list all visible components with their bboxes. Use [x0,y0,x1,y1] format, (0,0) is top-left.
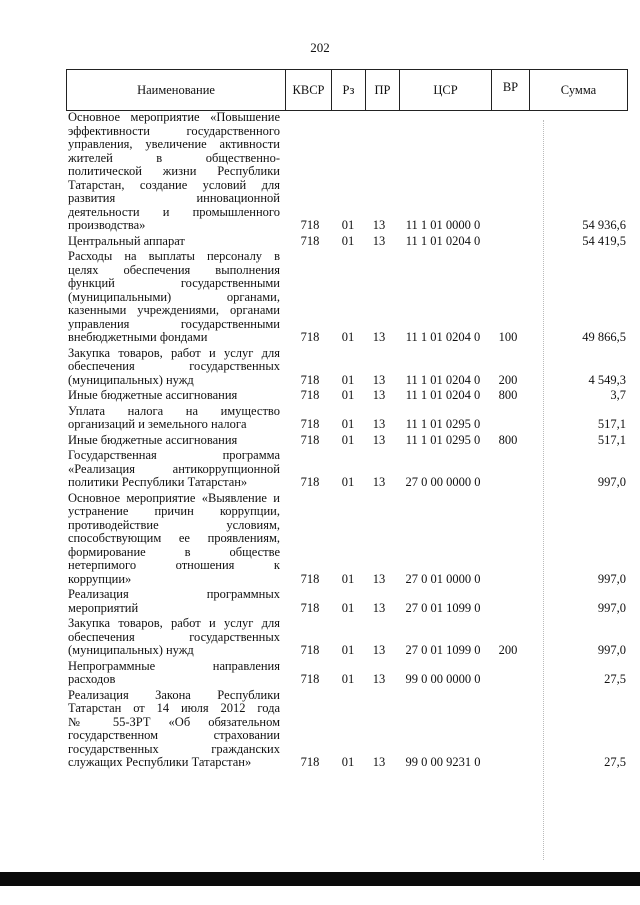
cell-kvsr: 718 [300,432,320,447]
row-name-line: расходов [68,672,116,686]
row-name-line: внебюджетными фондами [68,330,208,344]
row-name-line: функций государственными [68,276,280,290]
cell-sum: 997,0 [597,643,626,657]
cell-pr: 13 [372,233,386,248]
row-name-line: № 55-ЗРТ «Об обязательном [68,714,280,729]
row-name-line: Центральный аппарат [68,233,185,248]
cell-pr: 13 [372,417,386,431]
cell-sum: 517,1 [597,417,626,431]
row-name-line: коррупции» [68,571,132,586]
row-name-line: обеспечения государственных [68,629,280,644]
cell-sum: 4 549,3 [588,372,626,387]
row-name-line: «Реализация антикоррупционной [68,461,280,476]
row-name [68,405,280,432]
cell-rz: 01 [341,372,355,387]
cell-sum: 49 866,5 [582,330,626,344]
cell-vr: 200 [498,372,518,387]
row-name [68,347,280,388]
page-number: 202 [310,40,330,55]
row-name [68,449,280,490]
row-name-line: государственном страховании [68,728,280,742]
row-name-line: мероприятий [68,600,139,615]
row-name-line: Государственная программа [68,448,280,462]
row-name-line: управления, увеличение активности [68,137,280,151]
cell-kvsr: 718 [300,475,320,489]
row-name-line: служащих Республики Татарстан» [68,755,252,769]
row-name-line: способствующим ее проявлениям, [68,531,280,545]
cell-csr: 11 1 01 0204 0 [405,372,481,387]
cell-sum: 997,0 [597,571,626,586]
row-name-line: эффективности государственного [68,123,280,138]
header-name: Наименование [137,83,215,97]
cell-rz: 01 [341,571,355,586]
row-name [68,660,280,687]
cell-rz: 01 [341,233,355,248]
row-name-line: Расходы на выплаты персоналу в [68,249,280,263]
row-name-line: Закупка товаров, работ и услуг для [68,345,280,360]
cell-kvsr: 718 [300,417,320,431]
header-kvsr: КВСР [285,70,331,110]
cell-sum: 997,0 [597,600,626,615]
cell-kvsr: 718 [300,330,320,344]
row-name-line: (муниципальными) органами, [68,289,280,304]
row-name-line: Татарстан, создание условий для [68,177,280,192]
cell-pr: 13 [372,388,386,402]
cell-kvsr: 718 [300,755,320,769]
cell-vr: 800 [498,432,518,447]
row-name-line: управления государственными [68,316,280,331]
cell-sum: 997,0 [597,475,626,489]
cell-pr: 13 [372,600,386,615]
cell-csr: 27 0 01 1099 0 [405,600,481,615]
cell-kvsr: 718 [300,372,320,387]
cell-csr: 11 1 01 0295 0 [405,417,481,431]
cell-sum: 3,7 [610,388,626,402]
row-name-line: казенными учреждениями, органами [68,303,280,317]
row-name-line: (муниципальных) нужд [68,372,194,387]
row-name-line: политики Республики Татарстан» [68,475,248,489]
cell-kvsr: 718 [300,600,320,615]
row-name-line: организаций и земельного налога [68,417,247,431]
header-csr: ЦСР [399,70,491,110]
cell-csr: 27 0 01 1099 0 [405,643,481,657]
row-name [68,617,280,658]
cell-kvsr: 718 [300,643,320,657]
cell-kvsr: 718 [300,388,320,402]
row-name-line: Реализация Закона Республики [68,687,280,702]
row-name [68,111,280,233]
cell-rz: 01 [341,475,355,489]
row-name-line: нетерпимого отношения к [68,558,280,572]
cell-csr: 11 1 01 0204 0 [405,330,481,344]
row-name [68,689,280,770]
cell-rz: 01 [341,672,355,686]
cell-sum: 27,5 [604,755,626,769]
row-name-line: Татарстан от 14 июля 2012 года [68,701,280,715]
row-name-line: формирование в обществе [68,544,280,559]
cell-vr: 100 [498,330,518,344]
cell-rz: 01 [341,330,355,344]
cell-kvsr: 718 [300,218,320,232]
cell-csr: 27 0 00 0000 0 [405,475,481,489]
header-vr: ВР [491,70,529,110]
cell-pr: 13 [372,571,386,586]
cell-sum: 27,5 [604,672,626,686]
cell-sum: 54 419,5 [582,233,626,248]
cell-sum: 517,1 [597,432,626,447]
row-name-line: обеспечения государственных [68,359,280,373]
cell-vr: 200 [498,643,518,657]
cell-rz: 01 [341,755,355,769]
header-rz: Рз [331,70,365,110]
cell-csr: 99 0 00 9231 0 [405,755,481,769]
row-name-line: противодействие условиям, [68,517,280,532]
cell-csr: 11 1 01 0204 0 [405,233,481,248]
row-name-line: устранение причин коррупции, [68,504,280,518]
cell-rz: 01 [341,432,355,447]
cell-pr: 13 [372,432,386,447]
row-name-line: политической жизни Республики [68,164,280,178]
cell-pr: 13 [372,475,386,489]
cell-csr: 11 1 01 0295 0 [405,432,481,447]
header-pr: ПР [365,70,399,110]
row-name [68,389,280,403]
row-name-line: Иные бюджетные ассигнования [68,432,238,447]
row-name [68,434,280,448]
cell-pr: 13 [372,755,386,769]
row-name [68,492,280,587]
scan-bottom-edge [0,872,640,886]
cell-kvsr: 718 [300,233,320,248]
row-name-line: целях обеспечения выполнения [68,262,280,277]
cell-csr: 11 1 01 0204 0 [405,388,481,402]
row-name [68,250,280,345]
table-header [66,69,628,111]
row-name-line: развития инновационной [68,191,280,205]
row-name-line: Непрограммные направления [68,658,280,673]
scan-dotted-line [543,120,545,860]
header-sum: Сумма [529,70,627,110]
row-name-line: Основное мероприятие «Повышение [68,110,280,124]
cell-rz: 01 [341,218,355,232]
cell-sum: 54 936,6 [582,218,626,232]
cell-pr: 13 [372,643,386,657]
row-name [68,235,280,249]
cell-rz: 01 [341,600,355,615]
row-name-line: Реализация программных [68,587,280,601]
row-name-line: деятельности и промышленного [68,204,280,219]
cell-csr: 27 0 01 0000 0 [405,571,481,586]
cell-rz: 01 [341,388,355,402]
row-name-line: государственных гражданских [68,741,280,756]
row-name-line: жителей в общественно- [68,150,280,165]
cell-vr: 800 [498,388,518,402]
cell-rz: 01 [341,643,355,657]
row-name-line: Основное мероприятие «Выявление и [68,490,280,505]
cell-rz: 01 [341,417,355,431]
row-name-line: Уплата налога на имущество [68,403,280,418]
cell-kvsr: 718 [300,571,320,586]
cell-pr: 13 [372,372,386,387]
row-name-line: (муниципальных) нужд [68,643,194,657]
cell-pr: 13 [372,218,386,232]
cell-csr: 99 0 00 0000 0 [405,672,481,686]
row-name-line: Закупка товаров, работ и услуг для [68,616,280,630]
cell-kvsr: 718 [300,672,320,686]
cell-pr: 13 [372,330,386,344]
row-name [68,588,280,615]
row-name-line: производства» [68,218,146,232]
cell-pr: 13 [372,672,386,686]
row-name-line: Иные бюджетные ассигнования [68,388,238,402]
cell-csr: 11 1 01 0000 0 [405,218,481,232]
